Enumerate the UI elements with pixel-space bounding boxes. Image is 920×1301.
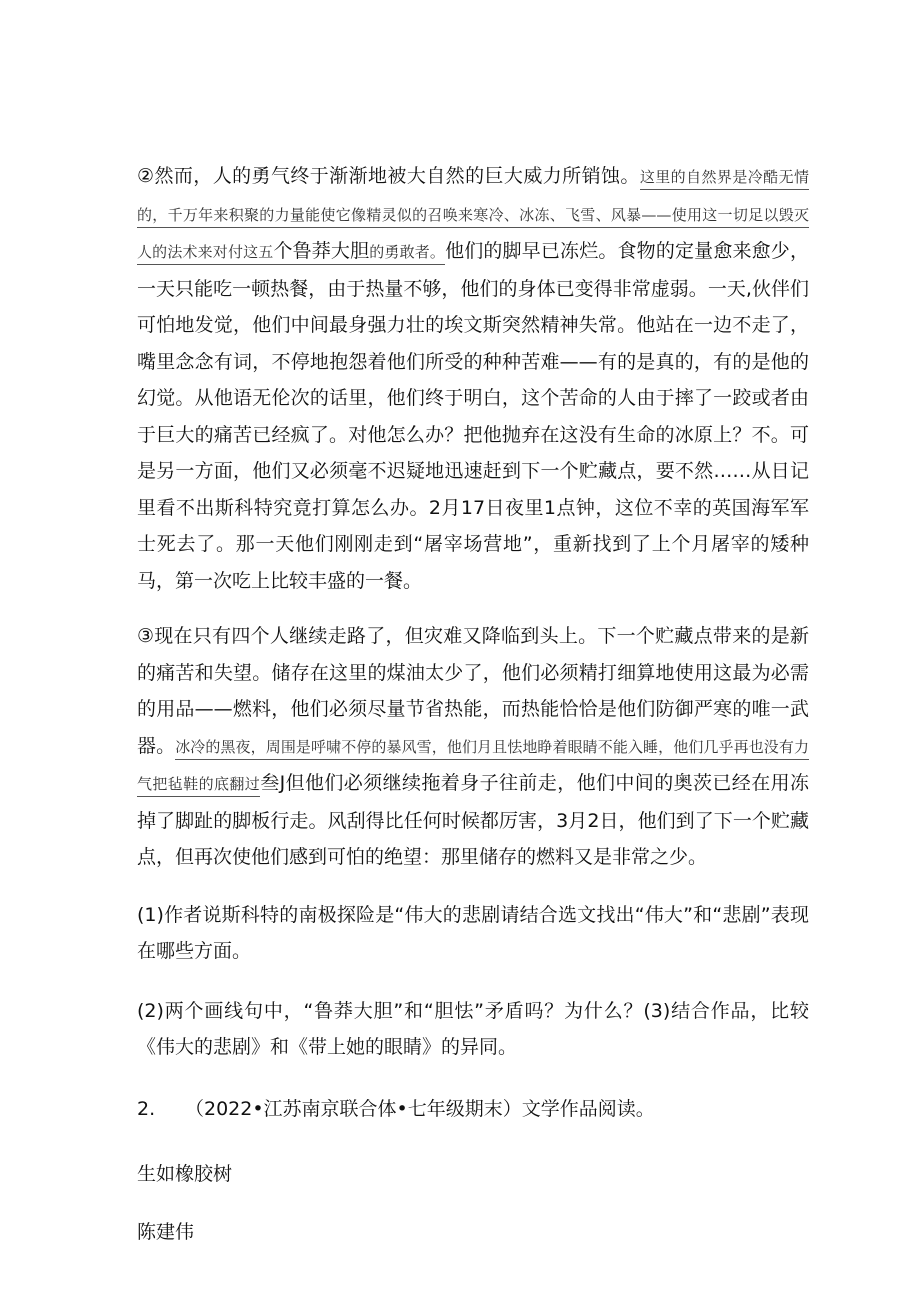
underlined-sentence-1-part-b: 个鲁莽大胆 <box>273 240 370 262</box>
paragraph-3-rest: 叁J但他们必须继续拖着身子往前走，他们中间的奥茨已经在用冻掉了脚趾的脚板行走。风刮得比任何时候都厉害，3月2日，他们到了下一个贮藏点，但再次使他们感到可怕的绝望：那里储存的燃料又是非常之少。 <box>137 772 809 868</box>
paragraph-3 <box>137 618 809 876</box>
item-2-text: （2022•江苏南京联合体•七年级期末）文学作品阅读。 <box>185 1097 655 1120</box>
underlined-sentence-2: 冰冷的黑夜，周围是呼啸不停的暴风雪，他们月且怯地睁着眼睛不能入睡，他们几乎再也没有力气把毡鞋的底翻过 <box>137 738 809 798</box>
story-author: 陈建伟 <box>137 1220 195 1243</box>
story-title: 生如橡胶树 <box>137 1162 233 1185</box>
question-2-3: (2)两个画线句中，“鲁莽大胆”和“胆怯”矛盾吗？为什么？(3)结合作品，比较《伟大的悲剧》和《带上她的眼睛》的异同。 <box>137 999 809 1058</box>
paragraph-2 <box>137 158 809 599</box>
document-page <box>137 158 809 1247</box>
item-2-number: 2. <box>137 1097 156 1120</box>
paragraph-3-lead: ③现在只有四个人继续走路了，但灾难又降临到头上。下一个贮藏点带来的是新的痛苦和失望。储存在这里的煤油太少了，他们必须精打细算地使用这最为必需的用品——燃料，他们必须尽量节省热能，而热能恰恰是他们防御严寒的唯一武器。 <box>137 625 809 757</box>
paragraph-2-lead: ②然而，人的勇气终于渐渐地被大自然的巨大威力所销蚀。 <box>137 165 640 187</box>
underlined-sentence-1-part-c: 的勇敢者。 <box>369 243 446 261</box>
underlined-sentence-1-part-a: 这里的自然界是冷酷无情的，千万年来积聚的力量能使它像精灵似的召唤来寒冷、冰冻、飞雪、风暴——使用这一切足以毁灭人的法术来对付这五 <box>137 168 809 261</box>
item-2-heading <box>137 1091 809 1127</box>
paragraph-2-rest: 他们的脚早已冻烂。食物的定量愈来愈少，一天只能吃一顿热餐，由于热量不够，他们的身体已变得非常虚弱。一天,伙伴们可怕地发觉，他们中间最身强力壮的埃文斯突然精神失常。他站在一边不走了，嘴里念念有词，不停地抱怨着他们所受的种种苦难——有的是真的，有的是他的幻觉。从他语无伦次的话里，他们终于明白，这个苦命的人由于摔了一跤或者由于巨大的痛苦已经疯了。对他怎么办？把他抛弃在这没有生命的冰原上？不。可是另一方面，他们又必须毫不迟疑地迅速赶到下一个贮藏点，要不然……从日记里看不出斯科特究竟打算怎么办。2月17日夜里1点钟，这位不幸的英国海军军士死去了。那一天他们刚刚走到“屠宰场营地”，重新找到了上个月屠宰的矮种马，第一次吃上比较丰盛的一餐。 <box>137 240 809 592</box>
question-1: (1)作者说斯科特的南极探险是“伟大的悲剧请结合选文找出“伟大”和“悲剧”表现在哪些方面。 <box>137 903 809 962</box>
